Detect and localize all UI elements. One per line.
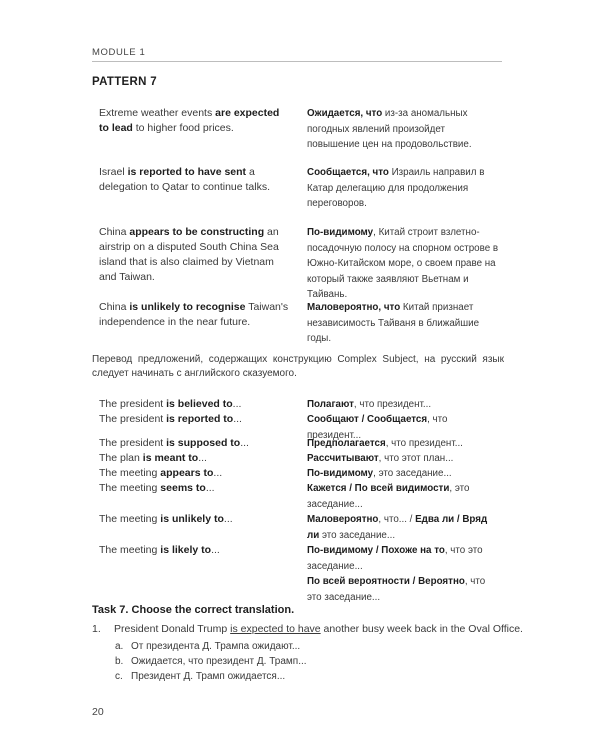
construction-en-4: The plan is meant to... (99, 452, 207, 464)
example-3-en: China appears to be constructing an airstrip on a disputed South China Sea island that is also claimed by Vietnam and Taiwan. (99, 226, 279, 283)
construction-en-1: The president is believed to... (99, 398, 242, 410)
construction-ru-5: По-видимому, это заседание... (307, 468, 452, 479)
header-rule (92, 61, 502, 62)
example-2-ru: Сообщается, что Израиль направил в Катар делегацию для продолжения переговоров. (307, 167, 485, 209)
construction-en-8: The meeting is likely to... (99, 544, 220, 556)
underlined-phrase: is expected to have (230, 623, 321, 635)
example-1-ru: Ожидается, что из-за аномальных погодных явлений произойдет повышение цен на продовольствие. (307, 108, 472, 150)
answer-option-b[interactable]: b. Ожидается, что президент Д. Трамп... (115, 656, 307, 667)
construction-en-2: The president is reported to... (99, 413, 242, 425)
example-4-ru: Маловероятно, что Китай признает независимость Тайваня в ближайшие годы. (307, 302, 480, 344)
construction-ru-6: Кажется / По всей видимости, это заседание... (307, 483, 470, 510)
answer-option-a[interactable]: a. От президента Д. Трампа ожидают... (115, 641, 301, 652)
example-3-ru: По-видимому, Китай строит взлетно-посадочную полосу на спорном острове в Южно-Китайском море, о своем праве на который также заявляют Вьетнам и Тайвань. (307, 227, 499, 300)
pattern-heading: PATTERN 7 (92, 76, 157, 88)
construction-en-3: The president is supposed to... (99, 437, 249, 449)
construction-ru-4: Рассчитывают, что этот план... (307, 453, 454, 464)
construction-en-6: The meeting seems to... (99, 482, 215, 494)
example-1-en: Extreme weather events are expected to lead to higher food prices. (99, 107, 280, 134)
construction-ru-1: Полагают, что президент... (307, 399, 432, 410)
construction-en-5: The meeting appears to... (99, 467, 223, 479)
task-question-1: 1. President Donald Trump is expected to have another busy week back in the Oval Office. (92, 623, 523, 635)
construction-en-7: The meeting is unlikely to... (99, 513, 233, 525)
intro-paragraph: Перевод предложений, содержащих конструкцию Complex Subject, на русский язык следует начинать с английского сказуемого. (92, 354, 504, 379)
construction-ru-7: Маловероятно, что... / Едва ли / Вряд ли это заседание... (307, 514, 488, 541)
construction-ru-8: По-видимому / Похоже на то, что это заседание... (307, 545, 483, 572)
example-4-en: China is unlikely to recognise Taiwan's independence in the near future. (99, 301, 289, 328)
page-number: 20 (92, 706, 104, 718)
module-label: MODULE 1 (92, 47, 146, 58)
answer-option-c[interactable]: c. Президент Д. Трамп ожидается... (115, 671, 286, 682)
construction-ru-9: По всей вероятности / Вероятно, что это заседание... (307, 576, 486, 603)
question-number: 1. (92, 623, 101, 635)
example-2-en: Israel is reported to have sent a delegation to Qatar to continue talks. (99, 166, 271, 193)
construction-ru-3: Предполагается, что президент... (307, 438, 463, 449)
task-heading: Task 7. Choose the correct translation. (92, 604, 295, 616)
construction-ru-2: Сообщают / Сообщается, что президент... (307, 414, 448, 441)
